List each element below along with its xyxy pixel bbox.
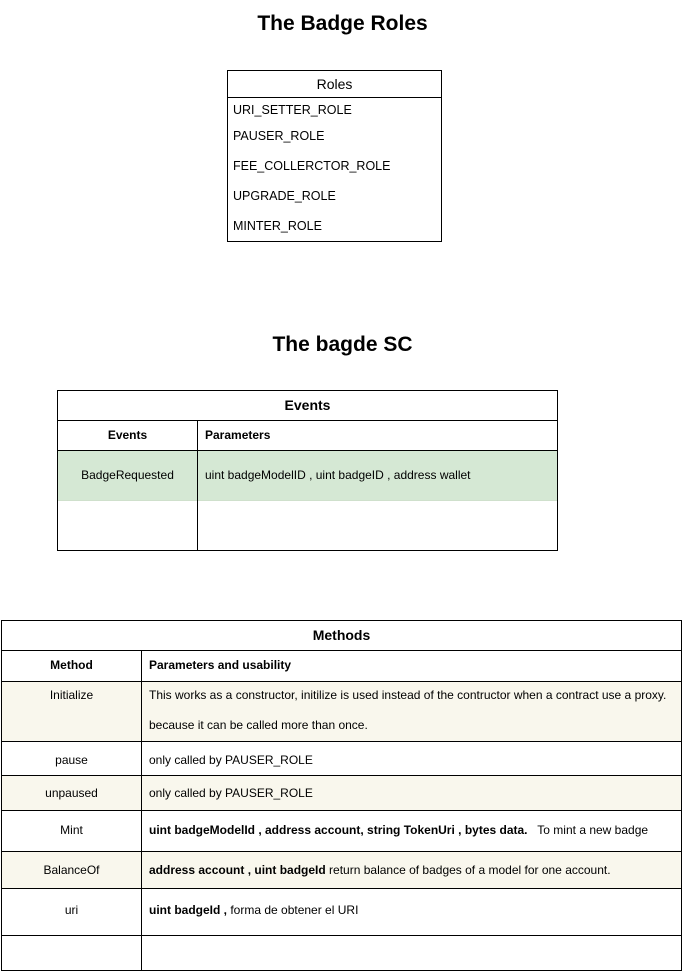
method-unpaused-desc: only called by PAUSER_ROLE <box>149 786 313 800</box>
method-uri-usage: forma de obtener el URI <box>227 903 359 917</box>
sc-title: The bagde SC <box>272 333 413 356</box>
events-col-event: Events <box>107 428 148 442</box>
method-initialize-desc-2: because it can be called more than once. <box>149 718 368 732</box>
roles-box <box>227 70 442 242</box>
events-table <box>57 390 558 551</box>
methods-table <box>1 620 682 971</box>
method-uri-desc <box>149 903 358 918</box>
method-balanceof-usage: return balance of badges of a model for one account. <box>325 863 611 877</box>
method-pause-desc: only called by PAUSER_ROLE <box>149 753 313 767</box>
event-name: BadgeRequested <box>81 468 174 482</box>
method-pause: pause <box>55 753 88 767</box>
method-balanceof: BalanceOf <box>43 863 100 877</box>
method-initialize: Initialize <box>49 688 94 702</box>
role-upgrade: UPGRADE_ROLE <box>233 189 336 203</box>
method-balanceof-params: address account , uint badgeId <box>149 863 326 877</box>
method-initialize-desc-1: This works as a constructor, initilize is used instead of the contructor when a contract use a proxy. <box>149 688 667 702</box>
method-uri: uri <box>64 903 79 917</box>
method-mint-desc <box>149 823 648 838</box>
methods-col-method: Method <box>50 658 93 672</box>
role-minter: MINTER_ROLE <box>233 219 322 233</box>
method-unpaused: unpaused <box>45 786 98 800</box>
role-uri-setter: URI_SETTER_ROLE <box>233 103 352 117</box>
events-title: Events <box>284 397 331 413</box>
roles-header: Roles <box>228 71 441 98</box>
role-pauser: PAUSER_ROLE <box>233 129 325 143</box>
roles-title: The Badge Roles <box>257 12 428 35</box>
method-balanceof-desc <box>149 863 611 878</box>
method-mint: Mint <box>60 823 83 837</box>
method-mint-params: uint badgeModelId , address account, string TokenUri , bytes data. <box>149 823 528 837</box>
method-uri-params: uint badgeId , <box>149 903 227 917</box>
events-col-params: Parameters <box>205 428 271 442</box>
role-fee-collector: FEE_COLLERCTOR_ROLE <box>233 159 391 173</box>
methods-title: Methods <box>312 627 371 643</box>
event-params: uint badgeModelID , uint badgeID , address wallet <box>205 468 471 482</box>
method-mint-usage: To mint a new badge <box>527 823 649 837</box>
methods-col-params: Parameters and usability <box>149 658 292 672</box>
